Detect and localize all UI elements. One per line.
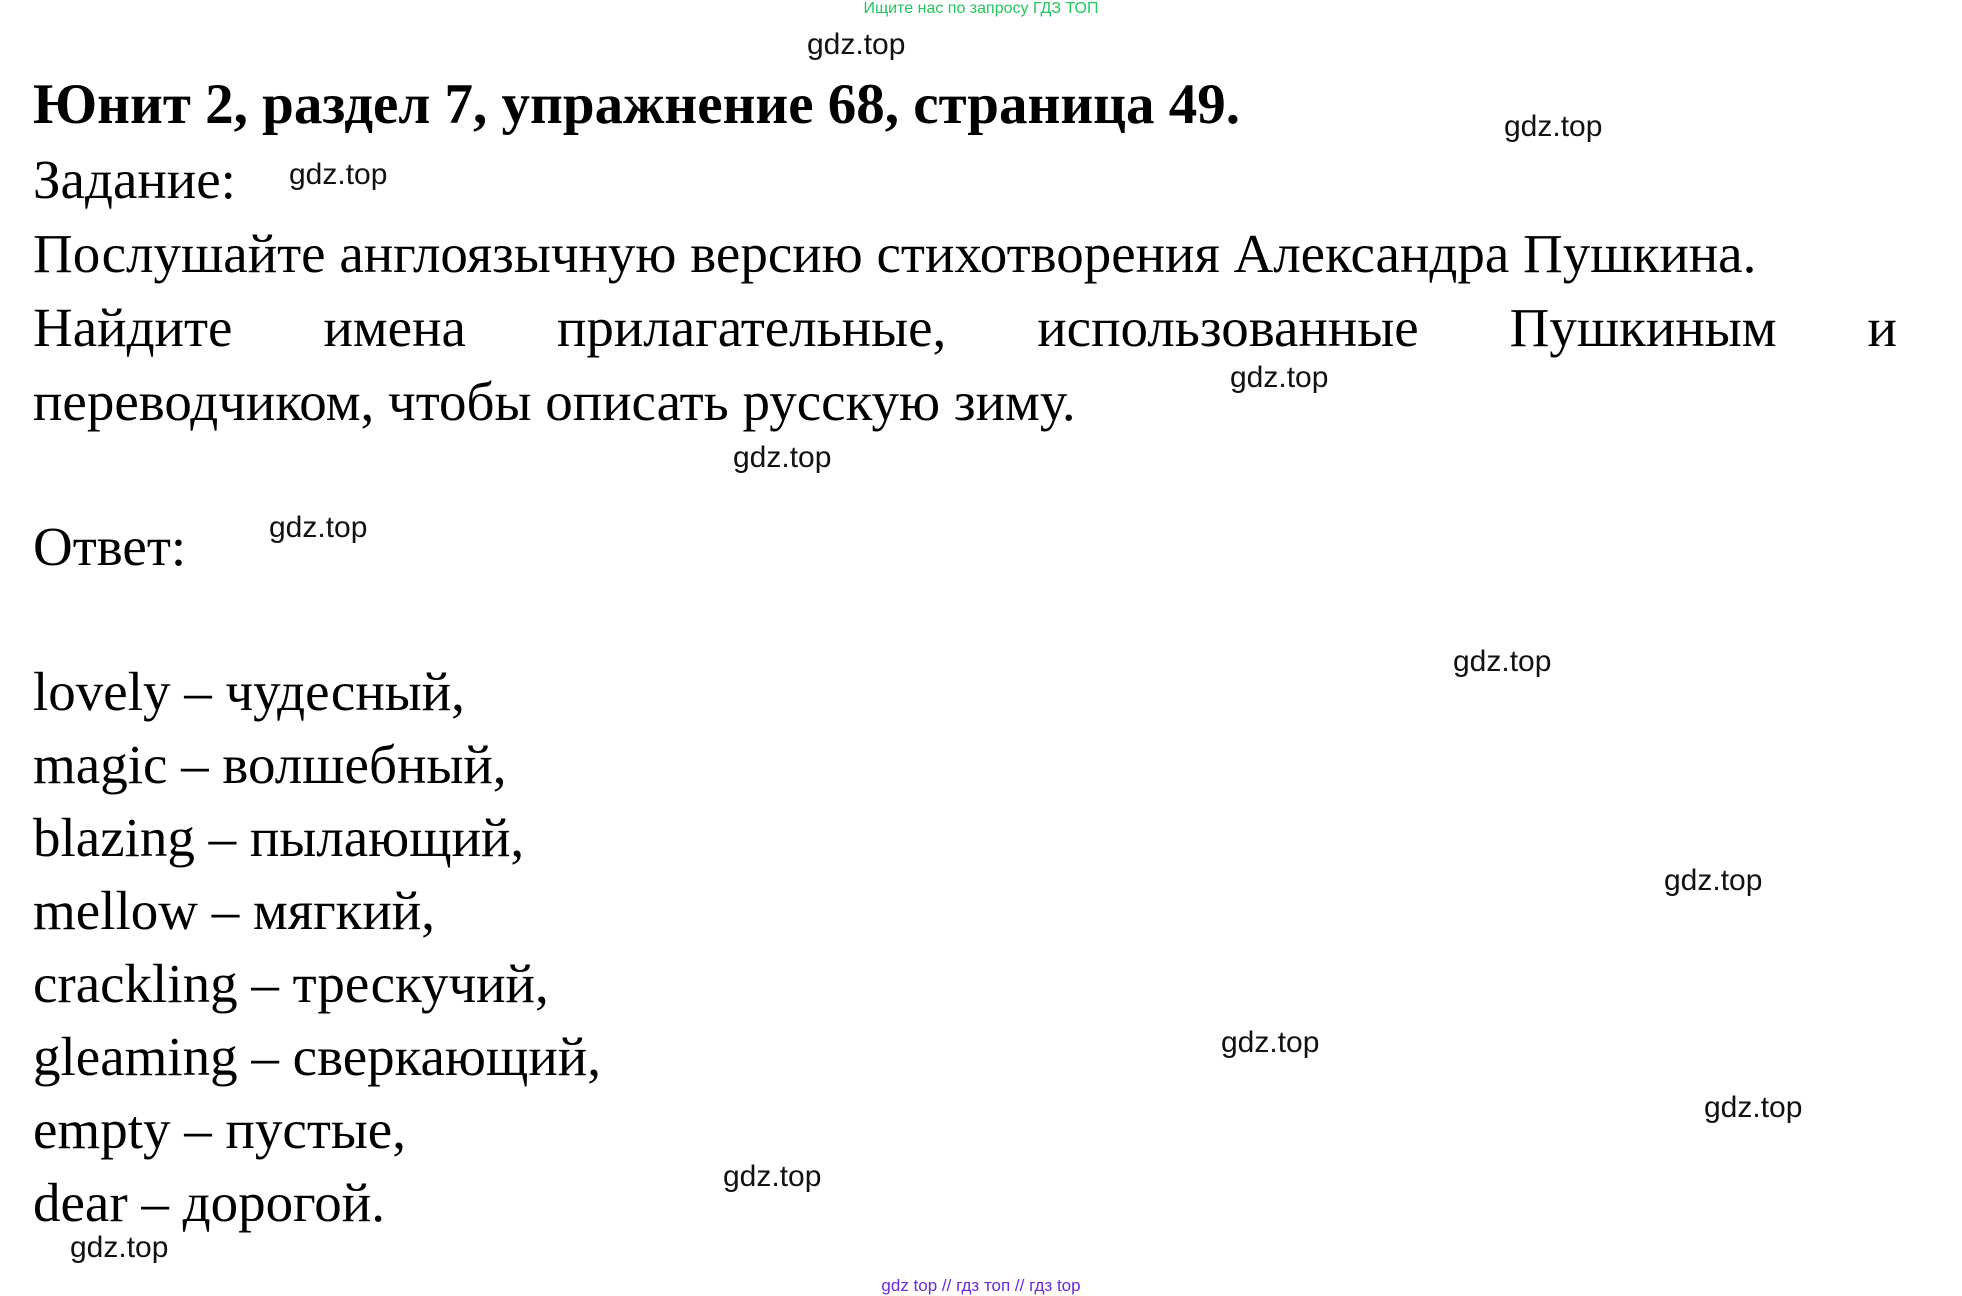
watermark: gdz.top: [269, 511, 368, 544]
task-word: Пушкиным: [1509, 297, 1777, 358]
answer-list: [33, 655, 601, 1239]
watermark: gdz.top: [723, 1160, 822, 1193]
answer-item: magic – волшебный,: [33, 734, 507, 795]
watermark: gdz.top: [1704, 1091, 1803, 1124]
answer-item: crackling – трескучий,: [33, 953, 549, 1014]
task-line-2: [33, 296, 1897, 359]
answer-item: mellow – мягкий,: [33, 880, 435, 941]
task-line-3: переводчиком, чтобы описать русскую зиму.: [33, 371, 1076, 432]
task-word: прилагательные,: [556, 297, 947, 358]
watermark: gdz.top: [807, 28, 906, 61]
page-title: Юнит 2, раздел 7, упражнение 68, страница 49.: [33, 73, 1241, 136]
watermark: gdz.top: [1221, 1026, 1320, 1059]
answer-item: lovely – чудесный,: [33, 661, 465, 722]
watermark: gdz.top: [1504, 110, 1603, 143]
answer-item: empty – пустые,: [33, 1099, 406, 1160]
watermark: gdz.top: [70, 1231, 169, 1264]
watermark: gdz.top: [289, 158, 388, 191]
task-word: Найдите: [33, 297, 233, 358]
task-word: использованные: [1037, 297, 1419, 358]
footer-watermark: gdz top // гдз топ // гдз top: [881, 1276, 1081, 1295]
watermark: gdz.top: [733, 441, 832, 474]
task-word: имена: [323, 297, 466, 358]
answer-item: blazing – пылающий,: [33, 807, 525, 868]
top-banner: Ищите нас по запросу ГДЗ ТОП: [863, 0, 1099, 17]
watermark: gdz.top: [1664, 864, 1763, 897]
task-label: Задание:: [33, 149, 236, 210]
answer-item: dear – дорогой.: [33, 1172, 385, 1233]
task-line-1: Послушайте англоязычную версию стихотворения Александра Пушкина.: [33, 223, 1757, 284]
watermark: gdz.top: [1453, 645, 1552, 678]
task-word: и: [1867, 297, 1897, 358]
answer-item: gleaming – сверкающий,: [33, 1026, 601, 1087]
answer-label: Ответ:: [33, 516, 187, 577]
watermark: gdz.top: [1230, 361, 1329, 394]
